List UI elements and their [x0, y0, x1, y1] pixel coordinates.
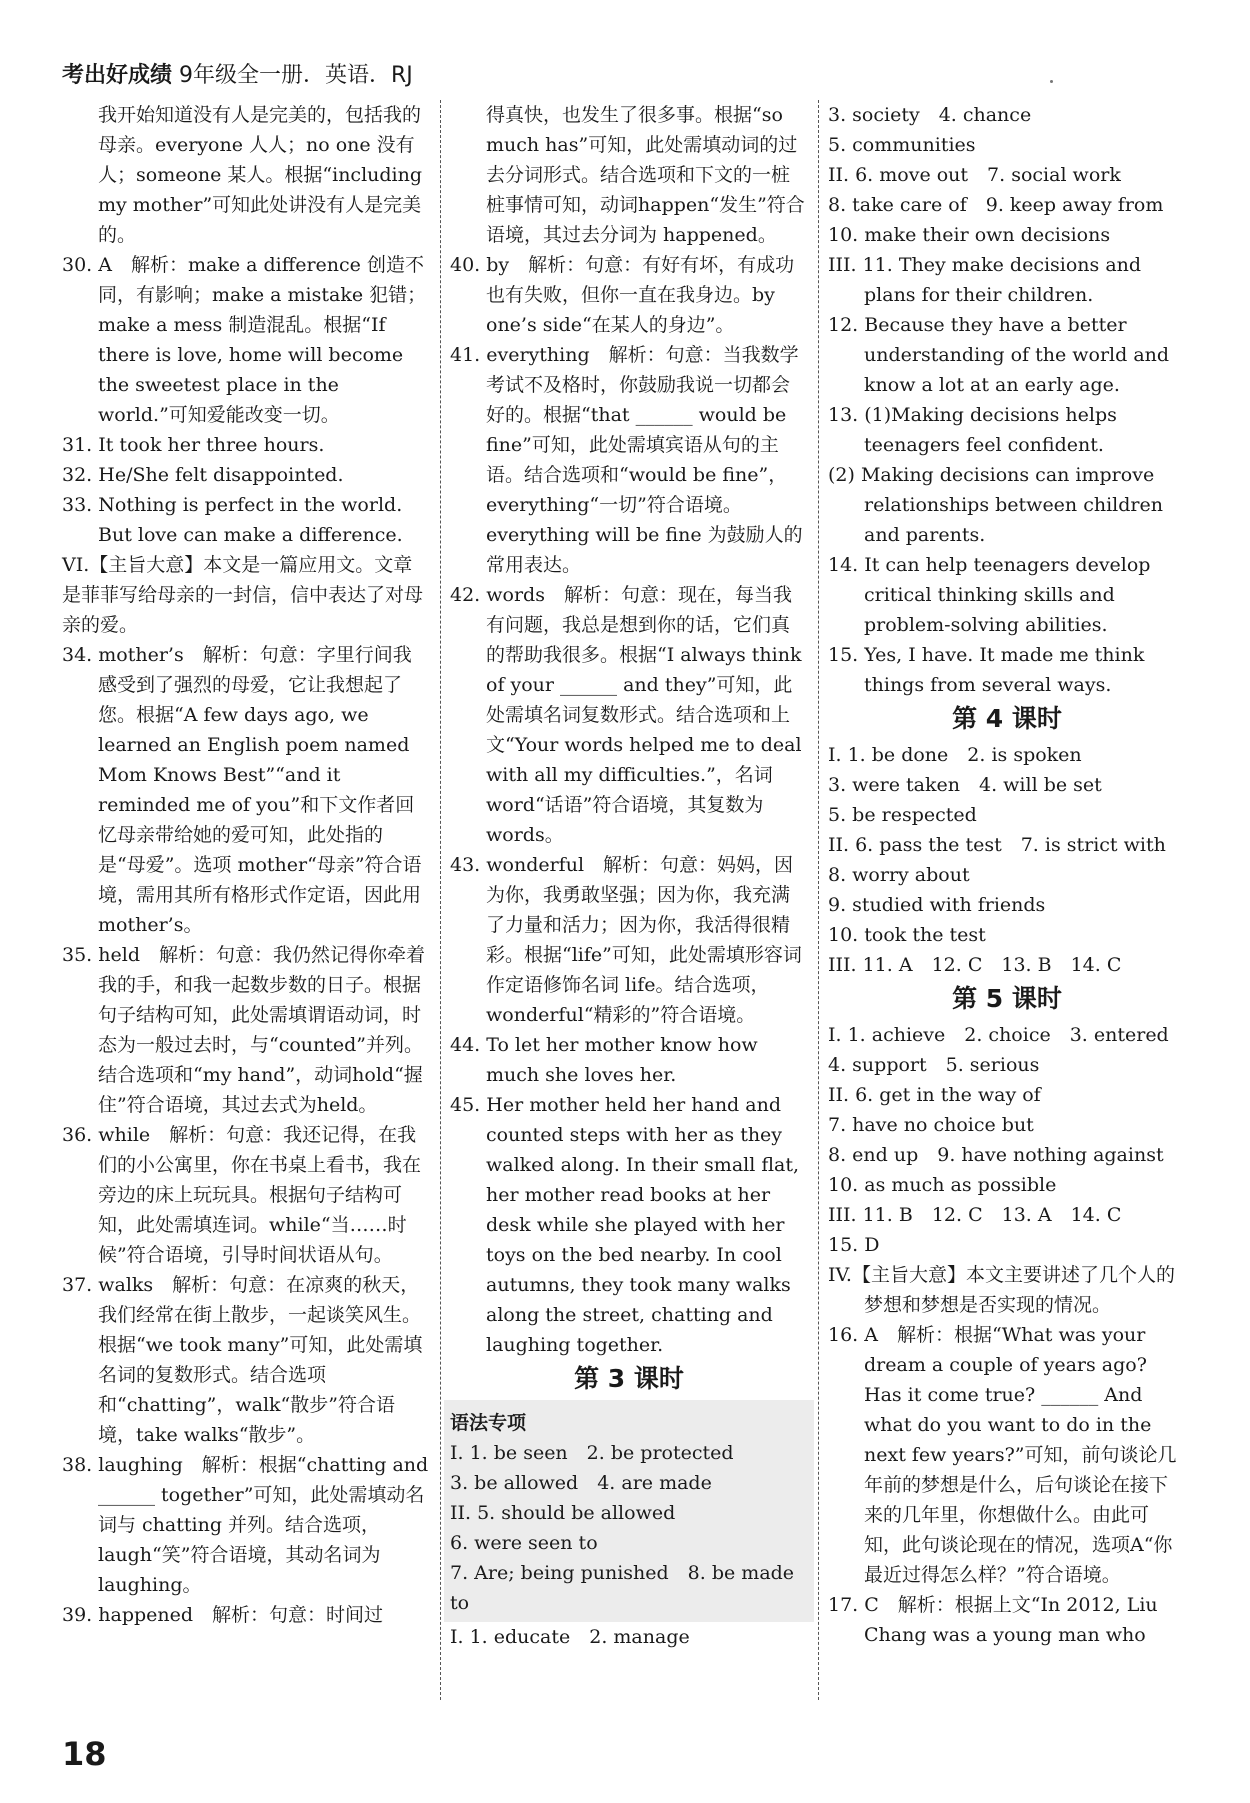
answer-item: 7. have no choice but: [828, 1114, 1034, 1136]
column-divider-1: [440, 100, 441, 1700]
speck: [1050, 80, 1053, 83]
answer-item: I. 1. achieve 2. choice 3. entered: [828, 1024, 1169, 1046]
lesson-3-heading: 第 3 课时: [574, 1364, 684, 1393]
answer-item: 45. Her mother held her hand and counted steps with her as they walked along. In their small flat, her mother read books at her desk while she played with her toys on the bed nearby. In cool autumns, they took many walks along the street, chatting and laughing together.: [450, 1094, 800, 1356]
column-2-answers: [450, 100, 808, 1360]
answer-item: 8. take care of 9. keep away from: [828, 194, 1164, 216]
answer-item: 38. laughing 解析：根据“chatting and ______ together”可知，此处需填动名词与 chatting 并列。结合选项，laugh“笑”符合语境，其动名词为 laughing。: [62, 1454, 429, 1596]
answer-item: I. 1. be seen 2. be protected: [450, 1442, 734, 1464]
answer-item: 36. while 解析：句意：我还记得，在我们的小公寓里，你在书桌上看书，我在旁边的床上玩玩具。根据句子结构可知，此处需填连词。while“当……时候”符合语境，引导时间状语从句。: [62, 1124, 422, 1266]
answer-item: 40. by 解析：句意：有好有坏，有成功也有失败，但你一直在我身边。by one’s side“在某人的身边”。: [450, 254, 795, 336]
answer-item: I. 1. be done 2. is spoken: [828, 744, 1082, 766]
answer-item: 33. Nothing is perfect in the world. But love can make a difference.: [62, 494, 403, 546]
answer-item: 我开始知道没有人是完美的，包括我的母亲。everyone 人人；no one 没有人；someone 某人。根据“including my mother”可知此处讲没有人是完美的。: [98, 104, 423, 246]
answer-item: II. 6. move out 7. social work: [828, 164, 1121, 186]
answer-item: III. 11. They make decisions and plans for their children.: [828, 254, 1142, 306]
answer-item: 4. support 5. serious: [828, 1054, 1040, 1076]
brand-title: 考出好成绩: [62, 63, 173, 88]
answer-item: 5. be respected: [828, 804, 977, 826]
answer-item: 得真快，也发生了很多事。根据“so much has”可知，此处需填动词的过去分词形式。结合选项和下文的一桩桩事情可知，动词happen“发生”符合语境，其过去分词为 happened。: [486, 104, 805, 246]
answer-item: 8. end up 9. have nothing against: [828, 1144, 1164, 1166]
answer-item: 16. A 解析：根据“What was your dream a couple of years ago? Has it come true? ______ And what do you want to do in the next few years?”可知，前句谈论几年前的梦想是什么，后句谈论在接下来的几年里，你想做什么。由此可知，此句谈论现在的情况，选项A“你最近过得怎么样？”符合语境。: [828, 1324, 1177, 1586]
answer-item: 17. C 解析：根据上文“In 2012, Liu Chang was a young man who: [828, 1594, 1158, 1646]
answer-item: (2) Making decisions can improve relationships between children and parents.: [828, 464, 1163, 546]
answer-item: II. 6. pass the test 7. is strict with: [828, 834, 1166, 856]
answer-line: I. 1. educate 2. manage: [450, 1626, 690, 1648]
answer-item: 44. To let her mother know how much she loves her.: [450, 1034, 758, 1086]
answer-item: 5. communities: [828, 134, 976, 156]
answer-item: 39. happened 解析：句意：时间过: [62, 1604, 384, 1626]
book-subtitle: 9年级全一册．英语．RJ: [179, 63, 413, 88]
lesson-4-answers: [828, 740, 1186, 980]
answer-item: 41. everything 解析：句意：当我数学考试不及格时，你鼓励我说一切都会好的。根据“that ______ would be fine”可知，此处需填宾语从句的主语。结合选项和“would be fine”，everything“一切”符合语境。everything will be fine 为鼓励人的常用表达。: [450, 344, 803, 576]
answer-item: 3. society 4. chance: [828, 104, 1032, 126]
answer-item: 31. It took her three hours.: [62, 434, 325, 456]
answer-item: IV.【主旨大意】本文主要讲述了几个人的梦想和梦想是否实现的情况。: [828, 1264, 1175, 1316]
grammar-box: [444, 1400, 814, 1622]
answer-item: 14. It can help teenagers develop critical thinking skills and problem-solving abilities.: [828, 554, 1151, 636]
column-2: [450, 100, 808, 1652]
answer-item: 43. wonderful 解析：句意：妈妈，因为你，我勇敢坚强；因为你，我充满了力量和活力；因为你，我活得很精彩。根据“life”可知，此处需填形容词作定语修饰名词 life。结合选项，wonderful“精彩的”符合语境。: [450, 854, 802, 1026]
answer-item: 7. Are; being punished 8. be made to: [450, 1562, 795, 1614]
answer-item: 15. D: [828, 1234, 880, 1256]
answer-item: 10. took the test: [828, 924, 986, 946]
answer-item: III. 11. A 12. C 13. B 14. C: [828, 954, 1122, 976]
answer-item: II. 5. should be allowed: [450, 1502, 676, 1524]
column-3: [828, 100, 1186, 1650]
answer-item: 3. be allowed 4. are made: [450, 1472, 712, 1494]
page-number: 18: [62, 1735, 107, 1773]
lesson-4-heading: 第 4 课时: [952, 704, 1062, 733]
answer-item: 10. make their own decisions: [828, 224, 1111, 246]
page-header: [62, 58, 413, 89]
answer-item: 10. as much as possible: [828, 1174, 1057, 1196]
answer-item: 6. were seen to: [450, 1532, 598, 1554]
answer-item: 13. (1)Making decisions helps teenagers feel confident.: [828, 404, 1117, 456]
answer-item: 3. were taken 4. will be set: [828, 774, 1102, 796]
answer-item: VI.【主旨大意】本文是一篇应用文。文章是菲菲写给母亲的一封信，信中表达了对母亲的爱。: [62, 554, 424, 636]
answer-item: 35. held 解析：句意：我仍然记得你牵着我的手，和我一起数步数的日子。根据句子结构可知，此处需填谓语动词，时态为一般过去时，与“counted”并列。结合选项和“my hand”，动词hold“握住”符合语境，其过去式为held。: [62, 944, 425, 1116]
answer-item: 42. words 解析：句意：现在，每当我有问题，我总是想到你的话，它们真的帮助我很多。根据“I always think of your ______ and they”可知，此处需填名词复数形式。结合选项和上文“Your words helped me to deal with all my difficulties.”，名词 word“话语”符合语境，其复数为 words。: [450, 584, 802, 846]
answer-item: 34. mother’s 解析：句意：字里行间我感受到了强烈的母爱，它让我想起了您。根据“A few days ago, we learned an English poem named Mom Knows Best”“and it reminded me of you”和下文作者回忆母亲带给她的爱可知，此处指的是“母爱”。选项 mother“母亲”符合语境，需用其所有格形式作定语，因此用 mother’s。: [62, 644, 422, 936]
answer-item: 8. worry about: [828, 864, 970, 886]
column-divider-2: [818, 100, 819, 1700]
answer-item: 15. Yes, I have. It made me think things from several ways.: [828, 644, 1145, 696]
grammar-title: 语法专项: [450, 1412, 527, 1434]
lesson-5-answers: [828, 1020, 1186, 1650]
lesson-2-answers: [828, 100, 1186, 700]
answer-item: 37. walks 解析：句意：在凉爽的秋天，我们经常在街上散步，一起谈笑风生。根据“we took many”可知，此处需填名词的复数形式。结合选项和“chatting”，walk“散步”符合语境，take walks“散步”。: [62, 1274, 423, 1446]
answer-item: 30. A 解析：make a difference 创造不同，有影响；make a mistake 犯错；make a mess 制造混乱。根据“If there is love, home will become the sweetest place in the world.”可知爱能改变一切。: [62, 254, 427, 426]
answer-item: 12. Because they have a better understanding of the world and know a lot at an early age.: [828, 314, 1170, 396]
answer-item: 9. studied with friends: [828, 894, 1046, 916]
answer-item: III. 11. B 12. C 13. A 14. C: [828, 1204, 1122, 1226]
answer-item: II. 6. get in the way of: [828, 1084, 1041, 1106]
column-1: [62, 100, 430, 1630]
lesson-5-heading: 第 5 课时: [952, 984, 1062, 1013]
answer-item: 32. He/She felt disappointed.: [62, 464, 344, 486]
grammar-answers: [450, 1438, 808, 1618]
